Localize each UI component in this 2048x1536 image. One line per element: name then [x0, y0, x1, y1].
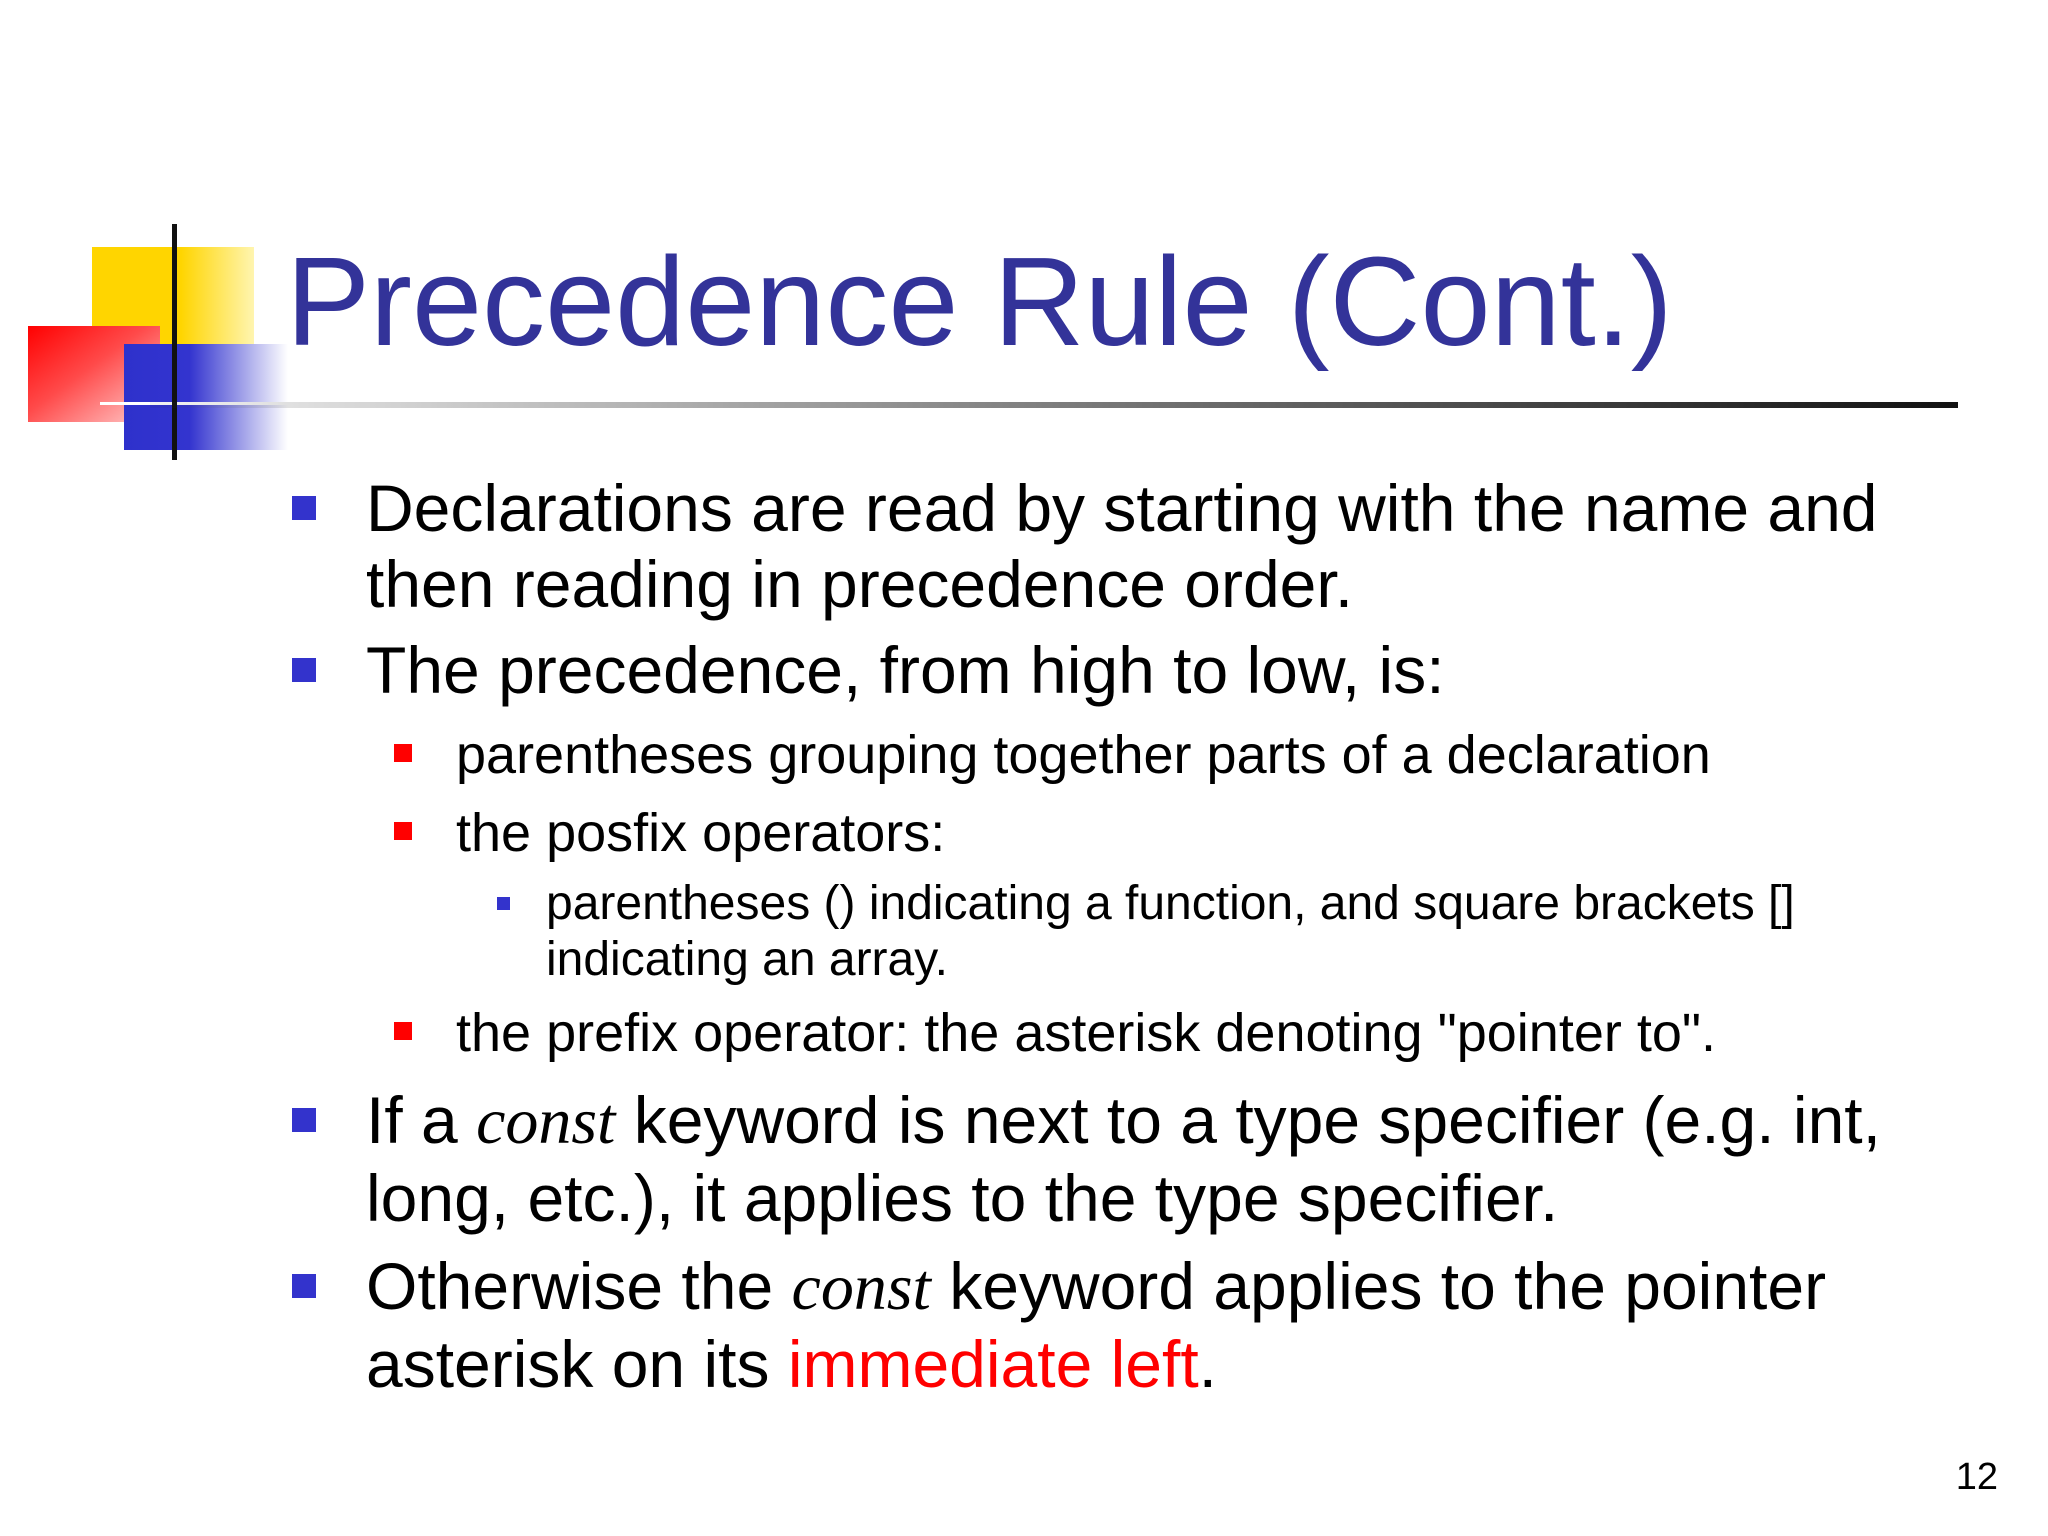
slide-number: 12: [1955, 1456, 1998, 1498]
square-bullet-icon: [292, 1274, 316, 1298]
bullet-declarations: [366, 470, 1986, 622]
bullet-const-pointer: [366, 1248, 1986, 1402]
square-bullet-icon: [292, 1108, 316, 1132]
page-title: Precedence Rule (Cont.): [286, 231, 1673, 372]
bullet-text: Declarations are read by starting with the name and then reading in precedence order.: [366, 471, 1878, 621]
bullet-text-end: .: [1198, 1327, 1217, 1401]
bullet-text-start: If a: [366, 1083, 477, 1157]
square-bullet-icon: [394, 1022, 412, 1040]
sub-bullet-postfix-operators: [456, 802, 1976, 864]
bullet-text-start: Otherwise the: [366, 1249, 792, 1323]
bullet-text-middle: keyword applies to the pointer asterisk on its: [366, 1249, 1827, 1401]
square-bullet-icon: [394, 744, 412, 762]
bullet-text-end: keyword is next to a type specifier (e.g. int, long, etc.), it applies to the type specifier.: [366, 1083, 1881, 1235]
square-bullet-icon: [394, 822, 412, 840]
square-bullet-icon: [292, 658, 316, 682]
const-keyword: const: [476, 1085, 616, 1158]
sub-bullet-prefix-operator: [456, 1002, 1976, 1064]
bullet-text: parentheses () indicating a function, and square brackets [] indicating an array.: [546, 877, 1795, 986]
const-keyword: const: [791, 1251, 931, 1324]
bullet-const-type-specifier: [366, 1082, 1986, 1236]
bullet-text: The precedence, from high to low, is:: [366, 633, 1445, 707]
highlighted-text: immediate left: [787, 1327, 1199, 1401]
sub-sub-bullet-function-array: [546, 876, 1946, 988]
square-bullet-icon: [497, 897, 510, 910]
bullet-precedence: [366, 632, 1986, 708]
bullet-text: parentheses grouping together parts of a declaration: [456, 725, 1711, 785]
square-bullet-icon: [292, 496, 316, 520]
bullet-text: the posfix operators:: [456, 803, 946, 863]
bullet-text: the prefix operator: the asterisk denoting "pointer to".: [456, 1003, 1717, 1063]
sub-bullet-parentheses-grouping: [456, 724, 1976, 786]
